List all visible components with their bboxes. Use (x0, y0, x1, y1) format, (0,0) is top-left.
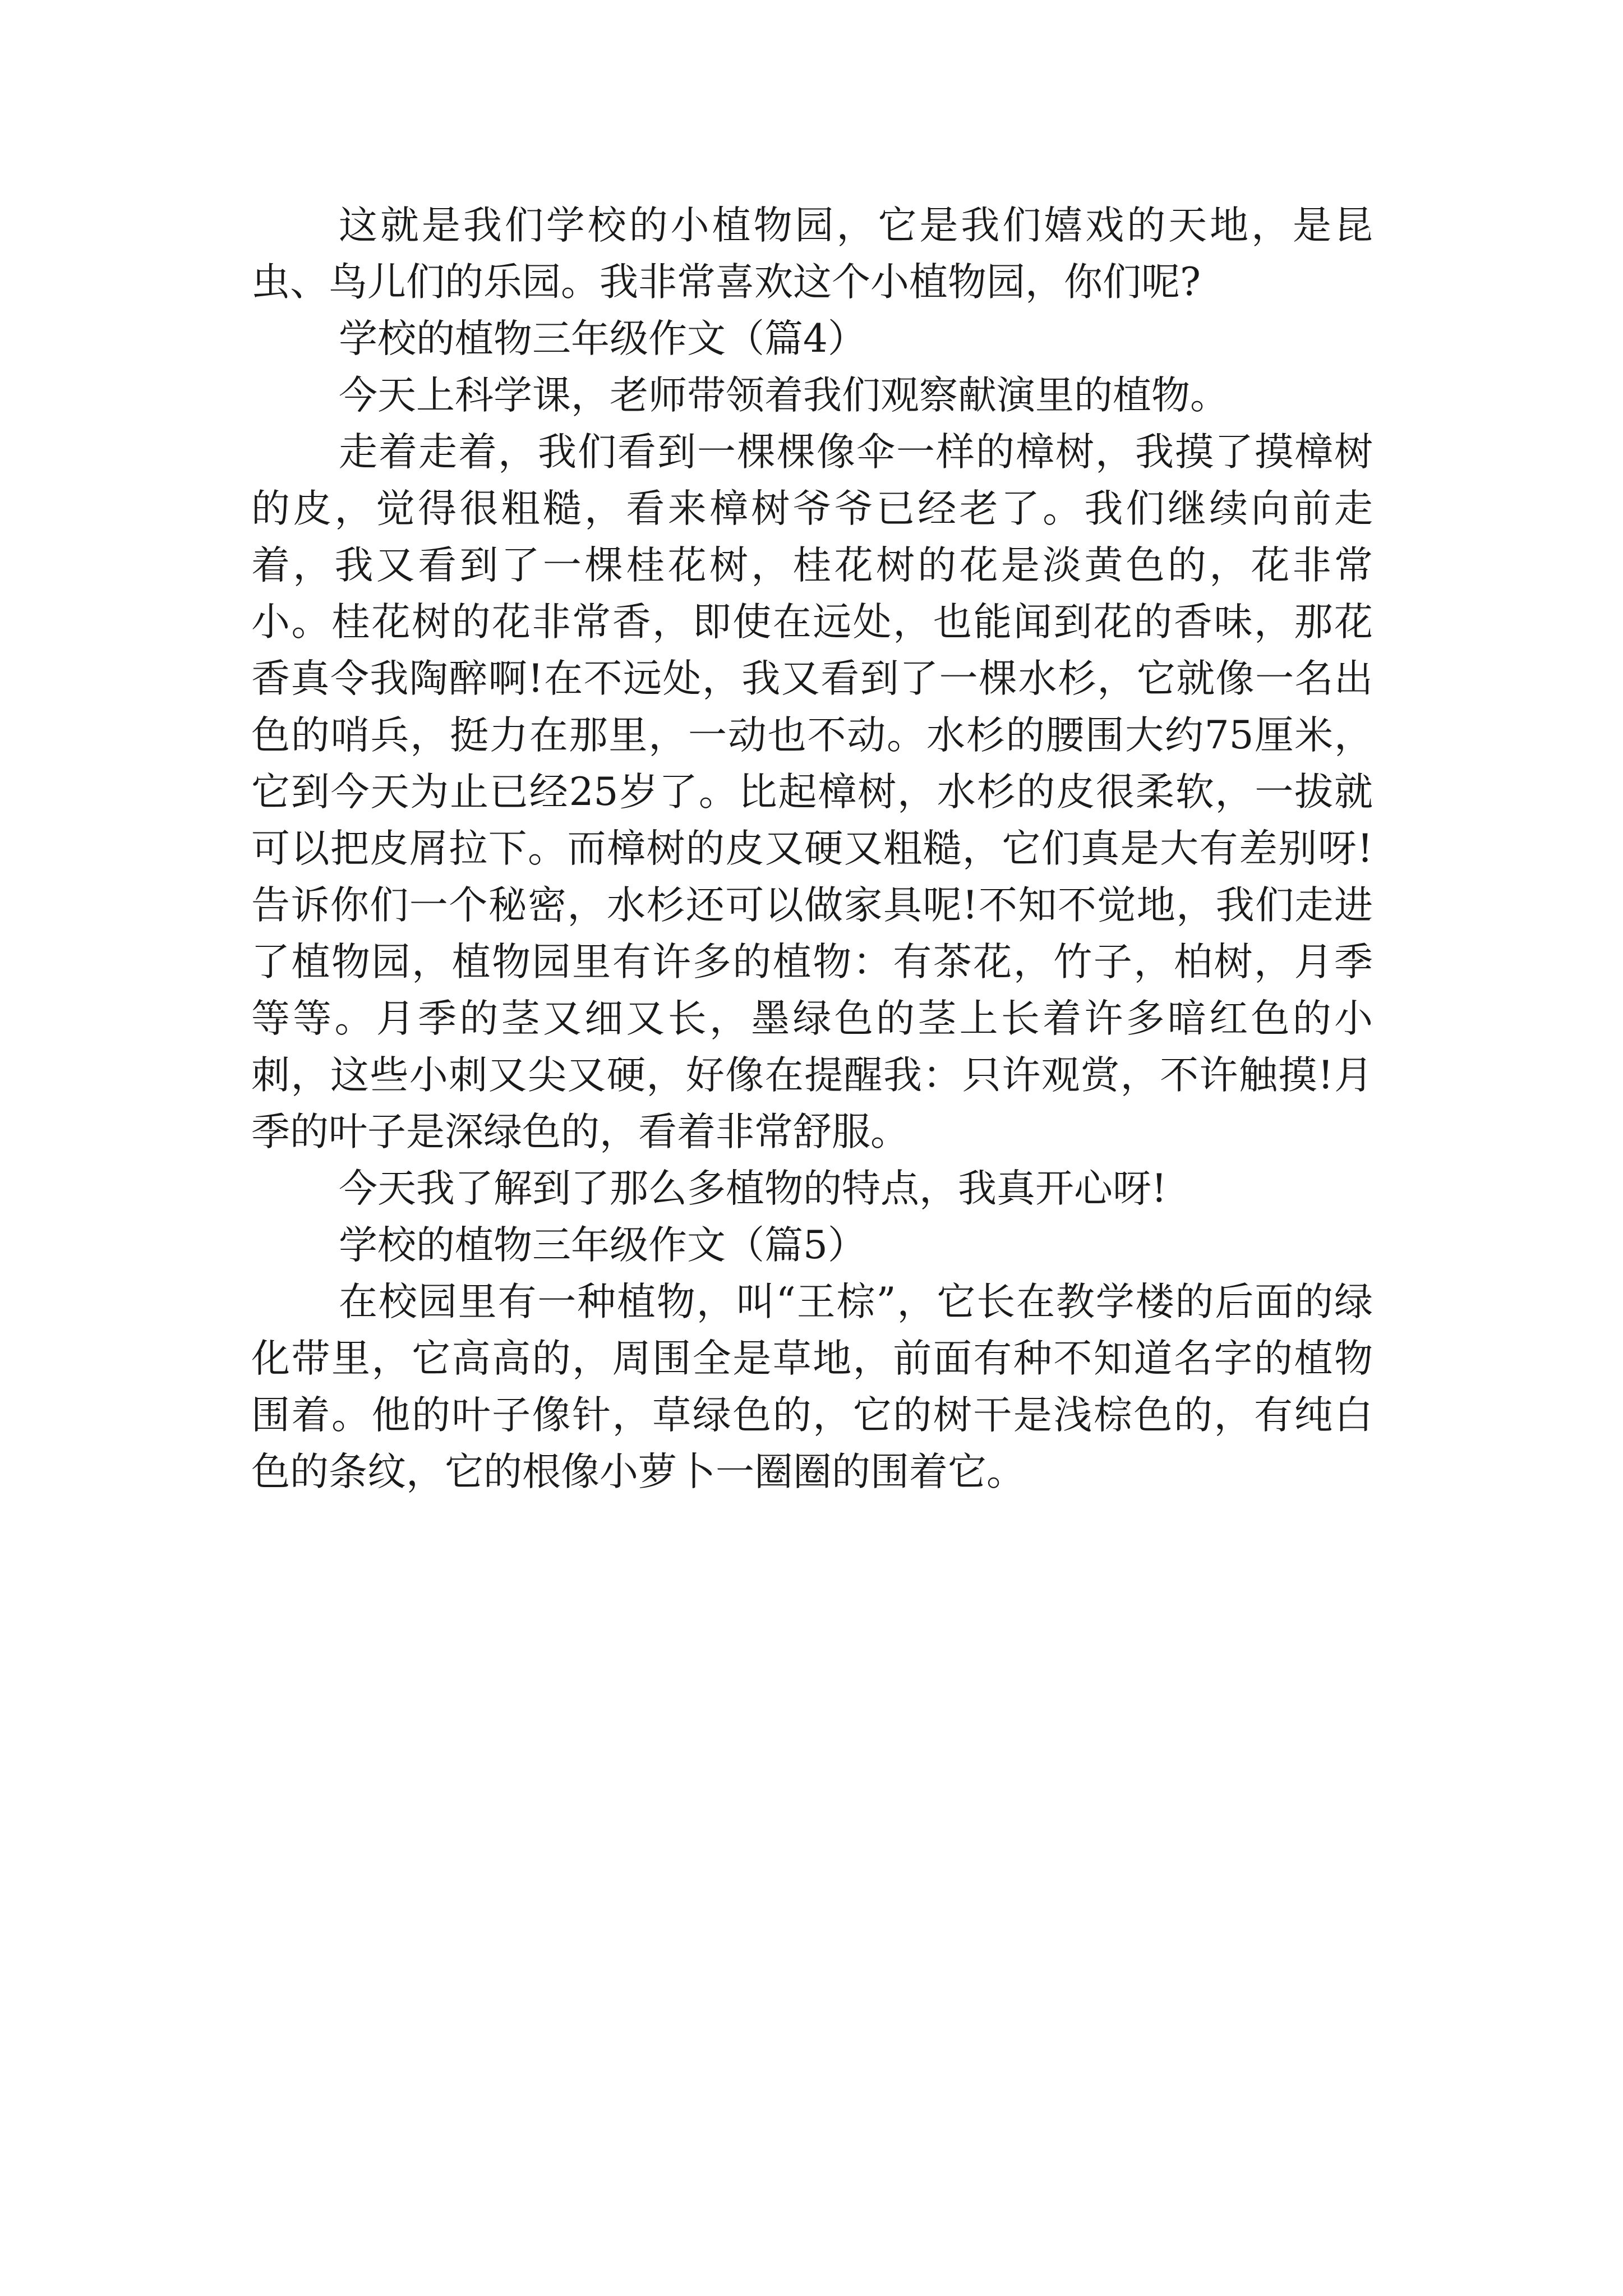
document-page (251, 197, 1373, 1501)
paragraph-body: 今天上科学课，老师带领着我们观察献演里的植物。 (339, 373, 1229, 418)
paragraph-body: 在校园里有一种植物，叫“王棕”，它长在教学楼的后面的绿化带里，它高高的，周围全是草地，前面有种不知道名字的植物围着。他的叶子像针，草绿色的，它的树干是浅棕色的，有纯白色的条纹，它的根像小萝卜一圈圈的围着它。 (251, 1280, 1373, 1494)
section-heading: 学校的植物三年级作文（篇5） (339, 1223, 866, 1268)
paragraph-body: 走着走着，我们看到一棵棵像伞一样的樟树，我摸了摸樟树的皮，觉得很粗糙，看来樟树爷爷已经老了。我们继续向前走着，我又看到了一棵桂花树，桂花树的花是淡黄色的，花非常小。桂花树的花非常香，即使在远处，也能闻到花的香味，那花香真令我陶醉啊!在不远处，我又看到了一棵水杉，它就像一名出色的哨兵，挺力在那里，一动也不动。水杉的腰围大约75厘米，它到今天为止已经25岁了。比起樟树，水杉的皮很柔软，一拔就可以把皮屑拉下。而樟树的皮又硬又粗糙，它们真是大有差别呀!告诉你们一个秘密，水杉还可以做家具呢!不知不觉地，我们走进了植物园，植物园里有许多的植物：有茶花，竹子，柏树，月季等等。月季的茎又细又长，墨绿色的茎上长着许多暗红色的小刺，这些小刺又尖又硬，好像在提醒我：只许观赏，不许触摸!月季的叶子是深绿色的，看着非常舒服。 (251, 430, 1373, 1154)
paragraph-body: 这就是我们学校的小植物园，它是我们嬉戏的天地，是昆虫、鸟儿们的乐园。我非常喜欢这个小植物园，你们呢? (251, 203, 1373, 305)
section-heading: 学校的植物三年级作文（篇4） (339, 316, 866, 361)
paragraph-body: 今天我了解到了那么多植物的特点，我真开心呀! (339, 1166, 1167, 1211)
